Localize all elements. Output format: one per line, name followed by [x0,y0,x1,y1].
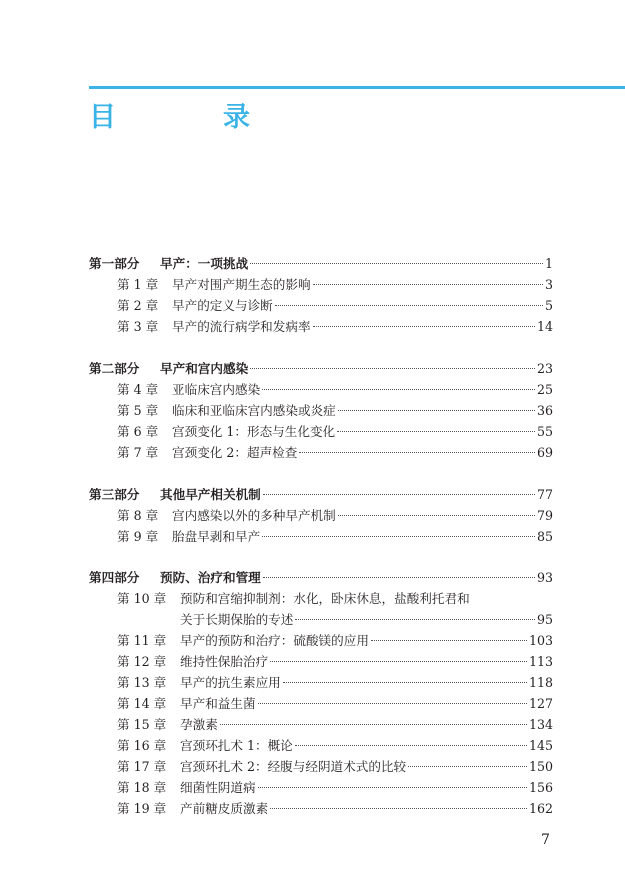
toc-leader [250,263,543,264]
toc-chapter-number: 第 15 章 [117,717,167,732]
toc-chapter-title: 临床和亚临床宫内感染或炎症 [172,403,336,418]
toc-leader [408,766,527,767]
toc-page: 118 [528,675,553,690]
toc-leader [262,536,535,537]
toc-chapter-title: 早产对围产期生态的影响 [172,277,311,292]
toc-chapter-5[interactable] [117,401,553,421]
toc-page: 36 [536,403,553,418]
toc-chapter-9[interactable] [117,527,553,547]
toc-page: 23 [536,361,553,376]
toc-leader [295,619,535,620]
toc-leader [270,661,527,662]
toc-leader [262,389,535,390]
toc-leader [313,326,535,327]
toc-chapter-number: 第 18 章 [117,780,167,795]
toc-leader [220,724,527,725]
toc-page: 127 [528,696,553,711]
toc-part-number: 第一部分 [89,256,140,271]
toc-part-number: 第四部分 [89,570,140,585]
toc-page: 113 [528,654,553,669]
toc-part-title: 早产：一项挑战 [160,256,249,271]
toc-chapter-title: 早产的抗生素应用 [180,675,281,690]
toc-chapter-3[interactable] [117,317,553,337]
toc-leader [338,410,535,411]
toc-chapter-4[interactable] [117,380,553,400]
page-number: 7 [541,832,550,848]
toc-leader [275,305,543,306]
toc-page: 95 [536,612,553,627]
toc-part-3[interactable] [89,485,553,505]
toc-leader [263,577,535,578]
toc-chapter-number: 第 19 章 [117,801,167,816]
toc-chapter-number: 第 16 章 [117,738,167,753]
toc-chapter-8[interactable] [117,506,553,526]
page-title: 目 录 [89,102,290,133]
toc-page: 77 [536,487,553,502]
toc-chapter-title: 早产和益生菌 [180,696,256,711]
toc-chapter-number: 第 7 章 [117,445,159,460]
toc-part-number: 第三部分 [89,487,140,502]
toc-chapter-title: 宫内感染以外的多种早产机制 [172,508,336,523]
toc-chapter-title: 亚临床宫内感染 [172,382,261,397]
toc-chapter-12[interactable] [117,652,553,672]
toc-page: 103 [528,633,553,648]
toc-chapter-title: 早产的预防和治疗：硫酸镁的应用 [180,633,369,648]
toc-chapter-title: 早产的定义与诊断 [172,298,273,313]
toc-page: 145 [528,738,553,753]
toc-chapter-number: 第 13 章 [117,675,167,690]
toc-part-2[interactable] [89,359,553,379]
toc-page: 162 [528,801,553,816]
toc-page: 25 [536,382,553,397]
toc-leader [295,745,527,746]
toc-leader [258,787,527,788]
toc-page: 156 [528,780,553,795]
toc-chapter-title: 宫颈环扎术 2：经腹与经阴道术式的比较 [180,759,407,774]
toc-chapter-number: 第 4 章 [117,382,159,397]
toc-leader [283,682,527,683]
header-rule [89,86,625,89]
toc-chapter-title: 预防和宫缩抑制剂：水化，卧床休息，盐酸利托君和 [180,591,470,606]
toc-page: 93 [536,570,553,585]
toc-page: 55 [536,424,553,439]
toc-page: 14 [536,319,553,334]
toc-chapter-title: 早产的流行病学和发病率 [172,319,311,334]
toc-page: 3 [544,277,553,292]
toc-leader [299,452,535,453]
toc-chapter-title: 宫颈变化 1：形态与生化变化 [172,424,336,439]
toc-chapter-6[interactable] [117,422,553,442]
toc-chapter-title: 宫颈变化 2：超声检查 [172,445,298,460]
toc-part-title: 其他早产相关机制 [160,487,261,502]
toc-part-title: 早产和宫内感染 [160,361,249,376]
toc-chapter-13[interactable] [117,673,553,693]
toc-chapter-19[interactable] [117,799,553,819]
toc-page: 5 [544,298,553,313]
toc-chapter-10-line-2[interactable] [180,610,553,630]
toc-chapter-17[interactable] [117,757,553,777]
toc-chapter-number: 第 5 章 [117,403,159,418]
toc-chapter-title: 关于长期保胎的专述 [180,612,294,627]
toc-chapter-15[interactable] [117,715,553,735]
toc-chapter-number: 第 12 章 [117,654,167,669]
toc-chapter-title: 宫颈环扎术 1：概论 [180,738,293,753]
toc-chapter-number: 第 17 章 [117,759,167,774]
toc-chapter-number: 第 11 章 [117,633,167,648]
toc-page: 150 [528,759,553,774]
toc-leader [371,640,527,641]
toc-chapter-title: 细菌性阴道病 [180,780,256,795]
toc-chapter-11[interactable] [117,631,553,651]
toc-leader [270,808,527,809]
toc-part-number: 第二部分 [89,361,140,376]
toc-chapter-16[interactable] [117,736,553,756]
toc-chapter-14[interactable] [117,694,553,714]
toc-chapter-number: 第 10 章 [117,591,167,606]
toc-part-4[interactable] [89,568,553,588]
toc-leader [337,431,535,432]
toc-chapter-number: 第 8 章 [117,508,159,523]
toc-chapter-number: 第 1 章 [117,277,159,292]
toc-chapter-number: 第 14 章 [117,696,167,711]
toc-page: 134 [528,717,553,732]
toc-chapter-number: 第 3 章 [117,319,159,334]
toc-leader [338,515,535,516]
toc-chapter-1[interactable] [117,275,553,295]
toc-chapter-number: 第 6 章 [117,424,159,439]
toc-leader [263,494,535,495]
toc-page: 79 [536,508,553,523]
toc-page: 85 [536,529,553,544]
toc-chapter-18[interactable] [117,778,553,798]
toc-chapter-10-line-1[interactable] [117,589,470,609]
toc-chapter-number: 第 9 章 [117,529,159,544]
toc-chapter-title: 胎盘早剥和早产 [172,529,261,544]
toc-chapter-number: 第 2 章 [117,298,159,313]
toc-chapter-title: 产前糖皮质激素 [180,801,269,816]
toc-page: 69 [536,445,553,460]
toc-part-1[interactable] [89,254,553,274]
toc-part-title: 预防、治疗和管理 [160,570,261,585]
toc-chapter-title: 孕激素 [180,717,218,732]
toc-chapter-7[interactable] [117,443,553,463]
toc-page: 1 [544,256,553,271]
toc-chapter-title: 维持性保胎治疗 [180,654,269,669]
toc-leader [313,284,543,285]
toc-chapter-2[interactable] [117,296,553,316]
toc-leader [258,703,527,704]
toc-leader [250,368,535,369]
